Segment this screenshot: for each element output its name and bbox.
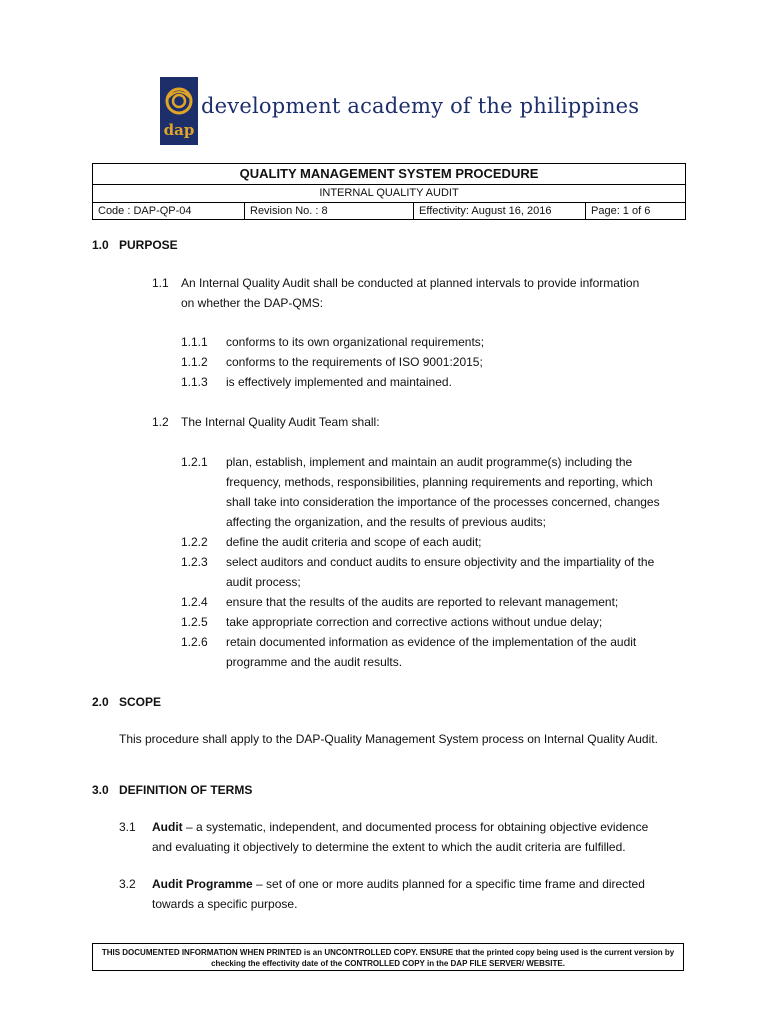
list-item: conforms to the requirements of ISO 9001:2015; (226, 355, 483, 369)
section-number: 2.0 (92, 695, 109, 709)
definition-text: – set of one or more audits planned for a specific time frame and directed (252, 877, 645, 891)
definition-line (152, 820, 648, 834)
paragraph-text: The Internal Quality Audit Team shall: (181, 415, 380, 429)
paragraph-text: on whether the DAP-QMS: (181, 296, 324, 310)
dap-emblem-icon (160, 77, 198, 145)
item-number: 1.2.5 (181, 615, 208, 629)
list-item: conforms to its own organizational requirements; (226, 335, 485, 349)
notice-line-1: THIS DOCUMENTED INFORMATION WHEN PRINTED is an UNCONTROLLED COPY. ENSURE that the printed copy being used is the current version by (101, 948, 675, 957)
item-number: 1.1 (152, 276, 169, 290)
section-title-scope: SCOPE (119, 695, 162, 709)
list-item: select auditors and conduct audits to ensure objectivity and the impartiality of the (226, 555, 655, 569)
doc-title: QUALITY MANAGEMENT SYSTEM PROCEDURE (93, 164, 685, 185)
item-number: 1.1.3 (181, 375, 208, 389)
list-item: define the audit criteria and scope of each audit; (226, 535, 482, 549)
doc-effectivity: Effectivity: August 16, 2016 (414, 203, 586, 219)
item-number: 3.1 (119, 820, 136, 834)
item-number: 1.1.2 (181, 355, 208, 369)
doc-page: Page: 1 of 6 (591, 205, 651, 217)
item-number: 3.2 (119, 877, 136, 891)
item-number: 1.1.1 (181, 335, 208, 349)
list-item: ensure that the results of the audits are reported to relevant management; (226, 595, 619, 609)
item-number: 1.2.3 (181, 555, 208, 569)
item-number: 1.2.6 (181, 635, 208, 649)
section-number: 3.0 (92, 783, 109, 797)
list-item-continued: affecting the organization, and the results of previous audits; (226, 515, 546, 529)
section-number: 1.0 (92, 238, 109, 252)
doc-meta-row (93, 203, 685, 219)
section-title-definitions: DEFINITION OF TERMS (119, 783, 253, 797)
item-number: 1.2.2 (181, 535, 208, 549)
definition-text-continued: and evaluating it objectively to determine the extent to which the audit criteria are fulfilled. (152, 840, 626, 854)
list-item-continued: programme and the audit results. (226, 655, 403, 669)
notice-line-2: checking the effectivity date of the CONTROLLED COPY in the DAP FILE SERVER/ WEBSITE. (211, 959, 565, 968)
list-item: is effectively implemented and maintained. (226, 375, 452, 389)
item-number: 1.2 (152, 415, 169, 429)
list-item: take appropriate correction and corrective actions without undue delay; (226, 615, 603, 629)
doc-subtitle: INTERNAL QUALITY AUDIT (93, 185, 685, 203)
list-item-continued: audit process; (226, 575, 301, 589)
definition-text-continued: towards a specific purpose. (152, 897, 298, 911)
list-item-continued: frequency, methods, responsibilities, planning requirements and reporting, which (226, 475, 653, 489)
list-item: plan, establish, implement and maintain an audit programme(s) including the (226, 455, 633, 469)
logo-initials: dap (163, 121, 195, 139)
doc-revision: Revision No. : 8 (245, 203, 414, 219)
scope-text: This procedure shall apply to the DAP-Quality Management System process on Internal Quality Audit. (119, 732, 658, 746)
paragraph-text: An Internal Quality Audit shall be conducted at planned intervals to provide information (181, 276, 640, 290)
definition-text: – a systematic, independent, and documented process for obtaining objective evidence (182, 820, 649, 834)
doc-code: Code : DAP-QP-04 (93, 203, 245, 219)
dap-logo (160, 77, 198, 145)
definition-line (152, 877, 645, 891)
uncontrolled-copy-notice (92, 943, 684, 971)
list-item-continued: shall take into consideration the importance of the processes concerned, changes (226, 495, 660, 509)
organization-name: development academy of the philippines (201, 94, 640, 118)
item-number: 1.2.1 (181, 455, 208, 469)
document-header-table (92, 163, 686, 220)
definition-term: Audit (152, 820, 183, 834)
list-item: retain documented information as evidence of the implementation of the audit (226, 635, 637, 649)
definition-term: Audit Programme (152, 877, 253, 891)
section-title-purpose: PURPOSE (119, 238, 178, 252)
item-number: 1.2.4 (181, 595, 208, 609)
